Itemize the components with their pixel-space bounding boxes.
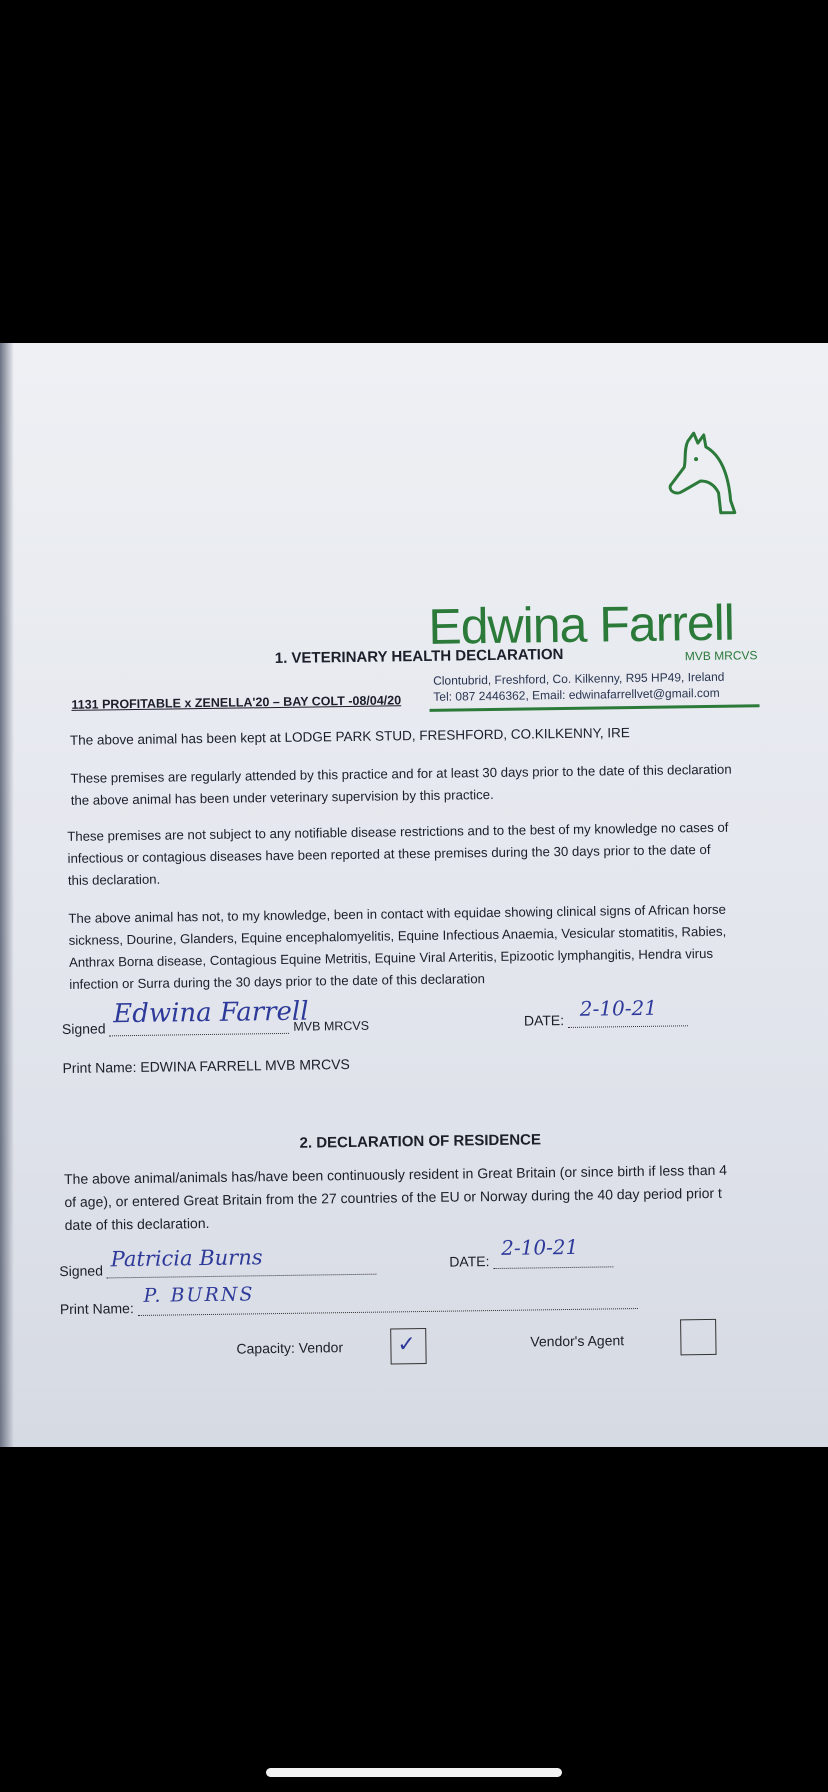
letterhead-rule (430, 704, 760, 712)
vendor-signature: Patricia Burns (110, 1245, 263, 1272)
paragraph-line: date of this declaration. (64, 1214, 210, 1234)
section1-heading: 1. VETERINARY HEALTH DECLARATION (274, 645, 564, 668)
signed-suffix: MVB MRCVS (293, 1018, 370, 1034)
vet-print-name: Print Name: EDWINA FARRELL MVB MRCVS (62, 1056, 350, 1077)
tick-icon: ✓ (397, 1331, 416, 1357)
signature-line (107, 1245, 377, 1279)
date-line (568, 995, 688, 1028)
brand-name: Edwina Farrell (427, 594, 735, 655)
paragraph-line: infection or Surra during the 30 days prior to the date of this declaration (69, 971, 486, 992)
vendor-agent-checkbox[interactable] (680, 1319, 716, 1355)
section2-heading: 2. DECLARATION OF RESIDENCE (299, 1131, 542, 1152)
address-line: Clontubrid, Freshford, Co. Kilkenny, R95 HP49, Ireland (433, 669, 725, 688)
restrictions-paragraph (67, 817, 729, 892)
vet-date-row (523, 995, 688, 1029)
vendor-checkbox[interactable] (390, 1328, 426, 1364)
paragraph-line: Anthrax Borna disease, Contagious Equine Metritis, Equine Viral Arteritis, Epizootic lymphangitis, Hendra virus (68, 945, 714, 970)
vendor-print-name: P. BURNS (143, 1283, 255, 1307)
paragraph-line: These premises are regularly attended by this practice and for at least 30 days prior to the date of this declaration (70, 761, 732, 786)
paragraph-line: infectious or contagious diseases have been reported at these premises during the 30 days prior to the date of (67, 841, 711, 866)
residence-paragraph (64, 1159, 728, 1237)
vendor-agent-label: Vendor's Agent (530, 1332, 625, 1350)
home-indicator[interactable] (266, 1768, 562, 1777)
signed-label: Signed (61, 1020, 106, 1038)
vendor-print-name-row (59, 1283, 638, 1318)
paragraph-line: this declaration. (67, 871, 161, 888)
paragraph-line: The above animal/animals has/have been continuously resident in Great Britain (or since birth if less than 4 (63, 1161, 728, 1188)
declaration-form (0, 343, 828, 1447)
date-line (493, 1234, 613, 1269)
kept-at-paragraph: The above animal has been kept at LODGE PARK STUD, FRESHFORD, CO.KILKENNY, IRE (69, 725, 630, 748)
vet-signature-row (61, 996, 370, 1038)
supervision-paragraph (70, 759, 732, 812)
paragraph-line: of age), or entered Great Britain from the 27 countries of the EU or Norway during the 40 day period prior t (64, 1184, 722, 1211)
contact-line: Tel: 087 2446362, Email: edwinafarrellvet@gmail.com (433, 685, 720, 704)
paragraph-line: the above animal has been under veterinary supervision by this practice. (70, 786, 494, 808)
horse-head-logo-icon (658, 428, 749, 519)
signature-line (109, 996, 309, 1037)
date-label: DATE: (449, 1253, 490, 1270)
print-name-line (138, 1283, 638, 1316)
contact-paragraph (68, 899, 727, 996)
paragraph-line: These premises are not subject to any notifiable disease restrictions and to the best of my knowledge no cases of (67, 819, 729, 844)
vet-signature: Edwina Farrell (113, 996, 309, 1030)
paragraph-line: sickness, Dourine, Glanders, Equine encephalomyelitis, Equine Infectious Anaemia, Vesicular stomatitis, Rabies, (68, 923, 727, 948)
capacity-vendor-label: Capacity: Vendor (236, 1339, 344, 1357)
letterhead (426, 428, 758, 704)
animal-reference: 1131 PROFITABLE x ZENELLA'20 – BAY COLT -08/04/20 (71, 693, 402, 712)
address-block (433, 669, 725, 705)
signed-label: Signed (59, 1262, 104, 1280)
paragraph-line: The above animal has not, to my knowledge, been in contact with equidae showing clinical signs of African horse (68, 901, 727, 926)
vendor-date-row (449, 1234, 613, 1270)
print-name-label: Print Name: (59, 1300, 134, 1318)
vendor-date-value: 2-10-21 (500, 1234, 579, 1260)
document-page (0, 343, 828, 1447)
date-label: DATE: (523, 1012, 565, 1029)
vet-date-value: 2-10-21 (579, 995, 658, 1021)
vendor-signature-row (59, 1245, 377, 1280)
brand-qualifications: MVB MRCVS (684, 648, 758, 664)
